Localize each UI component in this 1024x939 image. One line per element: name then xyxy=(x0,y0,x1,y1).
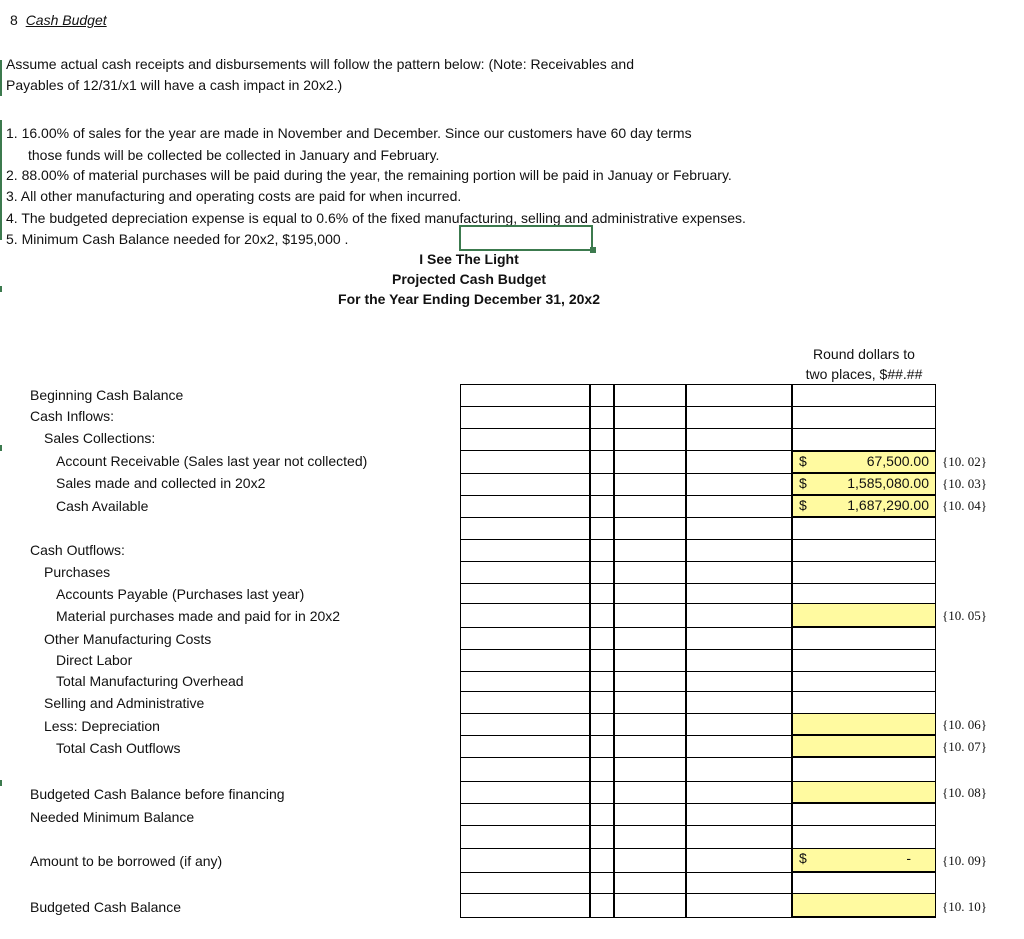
grid-cell[interactable] xyxy=(614,384,686,407)
grid-cell[interactable] xyxy=(792,825,936,849)
grid-cell[interactable] xyxy=(686,428,792,451)
row-marker xyxy=(0,780,2,786)
grid-cell[interactable] xyxy=(590,848,614,873)
note-3: 3. All other manufacturing and operating costs are paid for when incurred. xyxy=(6,188,462,204)
grid-cell[interactable] xyxy=(460,517,590,540)
grid-cell[interactable] xyxy=(614,781,686,804)
grid-cell[interactable] xyxy=(590,517,614,540)
grid-cell[interactable] xyxy=(614,691,686,714)
grid-cell[interactable] xyxy=(686,603,792,628)
grid-cell[interactable] xyxy=(460,691,590,714)
ref-code: {10. 07} xyxy=(942,739,987,754)
label-cash-inflows: Cash Inflows: xyxy=(30,408,115,424)
grid-cell[interactable] xyxy=(460,384,590,407)
ref-code: {10. 04} xyxy=(942,498,987,513)
grid-cell[interactable] xyxy=(590,406,614,429)
grid-cell[interactable] xyxy=(614,539,686,562)
ref-code: {10. 09} xyxy=(942,853,987,868)
label-budgeted-cash-balance: Budgeted Cash Balance xyxy=(30,899,181,915)
grid-cell[interactable] xyxy=(590,428,614,451)
grid-cell[interactable] xyxy=(686,539,792,562)
grid-cell[interactable] xyxy=(614,649,686,672)
row-marker xyxy=(0,120,2,240)
label-purchases: Purchases xyxy=(44,564,111,580)
cell-borrowed-value[interactable] xyxy=(792,848,936,872)
grid-cell[interactable] xyxy=(460,649,590,672)
ref-code: {10. 06} xyxy=(942,717,987,732)
section-name: Cash Budget xyxy=(25,12,107,28)
grid-cell[interactable] xyxy=(686,872,792,894)
label-needed-minimum: Needed Minimum Balance xyxy=(30,809,195,825)
label-amount-borrowed: Amount to be borrowed (if any) xyxy=(30,853,223,869)
grid-cell[interactable] xyxy=(614,713,686,736)
row-marker xyxy=(0,60,2,96)
grid-cell[interactable] xyxy=(460,671,590,692)
grid-cell[interactable] xyxy=(460,825,590,849)
ref-code: {10. 10} xyxy=(942,899,987,914)
grid-cell[interactable] xyxy=(614,603,686,628)
grid-cell[interactable] xyxy=(686,671,792,692)
grid-cell[interactable] xyxy=(686,649,792,672)
intro-line-2: Payables of 12/31/x1 will have a cash impact in 20x2.) xyxy=(6,77,343,93)
grid-cell[interactable] xyxy=(792,384,936,407)
grid-cell[interactable] xyxy=(614,848,686,873)
grid-cell[interactable] xyxy=(590,603,614,628)
grid-cell[interactable] xyxy=(590,495,614,518)
note-5: 5. Minimum Cash Balance needed for 20x2, $195,000 . xyxy=(6,231,349,247)
round-note-2: two places, $##.## xyxy=(805,366,923,382)
grid-cell[interactable] xyxy=(590,872,614,894)
grid-cell[interactable] xyxy=(590,735,614,758)
grid-cell[interactable] xyxy=(792,627,936,650)
grid-cell[interactable] xyxy=(792,561,936,584)
dollar-sign: $ xyxy=(799,850,807,866)
grid-cell[interactable] xyxy=(792,803,936,826)
grid-cell[interactable] xyxy=(590,561,614,584)
intro-line-1: Assume actual cash receipts and disbursements will follow the pattern below: (Note: Receivables and xyxy=(6,56,634,72)
ref-code: {10. 03} xyxy=(942,476,987,491)
grid-cell[interactable] xyxy=(614,757,686,782)
grid-cell[interactable] xyxy=(614,406,686,429)
grid-cell[interactable] xyxy=(590,691,614,714)
label-other-mfg: Other Manufacturing Costs xyxy=(44,631,212,647)
label-material-purchases: Material purchases made and paid for in 20x2 xyxy=(56,608,341,624)
grid-cell[interactable] xyxy=(614,872,686,894)
grid-cell[interactable] xyxy=(614,627,686,650)
grid-cell[interactable] xyxy=(614,803,686,826)
grid-cell[interactable] xyxy=(460,539,590,562)
label-sales-collections: Sales Collections: xyxy=(44,430,156,446)
cell-cash-available-value[interactable] xyxy=(792,495,936,517)
grid-cell[interactable] xyxy=(460,848,590,873)
grid-cell[interactable] xyxy=(686,495,792,518)
grid-cell[interactable] xyxy=(460,561,590,584)
grid-cell[interactable] xyxy=(614,495,686,518)
grid-cell[interactable] xyxy=(590,757,614,782)
cell-budgeted-balance-value[interactable] xyxy=(792,893,936,917)
grid-cell[interactable] xyxy=(460,450,590,474)
label-before-financing: Budgeted Cash Balance before financing xyxy=(30,786,285,802)
grid-cell[interactable] xyxy=(460,757,590,782)
grid-cell[interactable] xyxy=(460,603,590,628)
grid-cell[interactable] xyxy=(614,517,686,540)
note-2: 2. 88.00% of material purchases will be paid during the year, the remaining portion will be paid in Januay or February. xyxy=(6,167,732,183)
row-marker xyxy=(0,286,2,292)
grid-cell[interactable] xyxy=(686,893,792,918)
label-total-mfg-overhead: Total Manufacturing Overhead xyxy=(56,673,244,689)
grid-cell[interactable] xyxy=(460,735,590,758)
grid-cell[interactable] xyxy=(792,691,936,714)
grid-cell[interactable] xyxy=(686,781,792,804)
grid-cell[interactable] xyxy=(792,757,936,782)
label-beginning-cash: Beginning Cash Balance xyxy=(30,387,184,403)
report-title: Projected Cash Budget xyxy=(391,271,547,287)
grid-cell[interactable] xyxy=(460,473,590,496)
grid-cell[interactable] xyxy=(460,803,590,826)
grid-cell[interactable] xyxy=(590,781,614,804)
cell-total-outflows-value[interactable] xyxy=(792,735,936,757)
label-accounts-payable: Accounts Payable (Purchases last year) xyxy=(56,586,305,602)
amount: 1,585,080.00 xyxy=(847,475,929,491)
grid-cell[interactable] xyxy=(590,539,614,562)
ref-code: {10. 08} xyxy=(942,785,987,800)
grid-cell[interactable] xyxy=(792,649,936,672)
grid-cell[interactable] xyxy=(686,450,792,474)
grid-cell[interactable] xyxy=(792,671,936,692)
grid-cell[interactable] xyxy=(686,757,792,782)
dollar-sign: $ xyxy=(799,475,807,491)
grid-cell[interactable] xyxy=(614,450,686,474)
grid-cell[interactable] xyxy=(686,803,792,826)
note-1: 1. 16.00% of sales for the year are made in November and December. Since our customers have 60 day terms xyxy=(6,125,692,141)
grid-cell[interactable] xyxy=(590,893,614,918)
amount: 1,687,290.00 xyxy=(847,497,929,513)
grid-cell[interactable] xyxy=(460,406,590,429)
ref-code: {10. 05} xyxy=(942,608,987,623)
grid-cell[interactable] xyxy=(460,583,590,604)
grid-cell[interactable] xyxy=(792,872,936,894)
grid-cell[interactable] xyxy=(590,713,614,736)
grid-cell[interactable] xyxy=(686,848,792,873)
company-name: I See The Light xyxy=(419,251,519,267)
grid-cell[interactable] xyxy=(792,539,936,562)
note-1-cont: those funds will be collected be collected in January and February. xyxy=(28,147,440,163)
grid-cell[interactable] xyxy=(614,473,686,496)
label-sales-made: Sales made and collected in 20x2 xyxy=(56,475,266,491)
grid-cell[interactable] xyxy=(590,671,614,692)
grid-cell[interactable] xyxy=(614,671,686,692)
grid-cell[interactable] xyxy=(460,428,590,451)
grid-cell[interactable] xyxy=(590,825,614,849)
grid-cell[interactable] xyxy=(686,583,792,604)
note-4: 4. The budgeted depreciation expense is equal to 0.6% of the fixed manufacturing, selling and administrative expenses. xyxy=(6,210,746,226)
grid-cell[interactable] xyxy=(792,406,936,429)
grid-cell[interactable] xyxy=(614,893,686,918)
label-direct-labor: Direct Labor xyxy=(56,652,133,668)
label-less-depreciation: Less: Depreciation xyxy=(44,718,160,734)
grid-cell[interactable] xyxy=(460,713,590,736)
grid-cell[interactable] xyxy=(686,384,792,407)
amount: - xyxy=(906,850,911,866)
label-accounts-receivable: Account Receivable (Sales last year not collected) xyxy=(56,453,368,469)
grid-cell[interactable] xyxy=(590,450,614,474)
grid-cell[interactable] xyxy=(686,627,792,650)
grid-cell[interactable] xyxy=(460,893,590,918)
section-number: 8 xyxy=(10,12,18,28)
grid-cell[interactable] xyxy=(686,517,792,540)
cell-depreciation-value[interactable] xyxy=(792,713,936,735)
grid-cell[interactable] xyxy=(686,561,792,584)
dollar-sign: $ xyxy=(799,453,807,469)
cell-sales-made-value[interactable] xyxy=(792,473,936,495)
report-period: For the Year Ending December 31, 20x2 xyxy=(338,291,600,307)
grid-cell[interactable] xyxy=(686,713,792,736)
label-cash-available: Cash Available xyxy=(56,498,149,514)
cell-material-value[interactable] xyxy=(792,603,936,627)
row-marker xyxy=(0,445,2,451)
grid-cell[interactable] xyxy=(686,825,792,849)
grid-cell[interactable] xyxy=(614,428,686,451)
grid-cell[interactable] xyxy=(614,583,686,604)
grid-cell[interactable] xyxy=(792,428,936,451)
label-cash-outflows: Cash Outflows: xyxy=(30,542,125,558)
grid-cell[interactable] xyxy=(792,583,936,604)
grid-cell[interactable] xyxy=(590,583,614,604)
label-total-outflows: Total Cash Outflows xyxy=(56,740,181,756)
grid-cell[interactable] xyxy=(686,473,792,496)
cell-ar-value[interactable] xyxy=(792,451,936,473)
ref-code: {10. 02} xyxy=(942,454,987,469)
grid-cell[interactable] xyxy=(460,627,590,650)
grid-cell[interactable] xyxy=(590,803,614,826)
grid-cell[interactable] xyxy=(460,495,590,518)
grid-cell[interactable] xyxy=(614,561,686,584)
section-title xyxy=(10,12,107,28)
grid-cell[interactable] xyxy=(686,406,792,429)
grid-cell[interactable] xyxy=(614,825,686,849)
round-note-1: Round dollars to xyxy=(813,346,915,362)
grid-cell[interactable] xyxy=(686,691,792,714)
amount: 67,500.00 xyxy=(866,453,929,469)
grid-cell[interactable] xyxy=(590,649,614,672)
grid-cell[interactable] xyxy=(590,627,614,650)
grid-cell[interactable] xyxy=(686,735,792,758)
grid-cell[interactable] xyxy=(460,872,590,894)
grid-cell[interactable] xyxy=(460,781,590,804)
grid-cell[interactable] xyxy=(614,735,686,758)
grid-cell[interactable] xyxy=(792,517,936,540)
label-selling-admin: Selling and Administrative xyxy=(44,695,205,711)
dollar-sign: $ xyxy=(799,497,807,513)
grid-cell[interactable] xyxy=(590,473,614,496)
selected-cell[interactable] xyxy=(459,225,593,251)
cell-before-financing-value[interactable] xyxy=(792,781,936,803)
grid-cell[interactable] xyxy=(590,384,614,407)
